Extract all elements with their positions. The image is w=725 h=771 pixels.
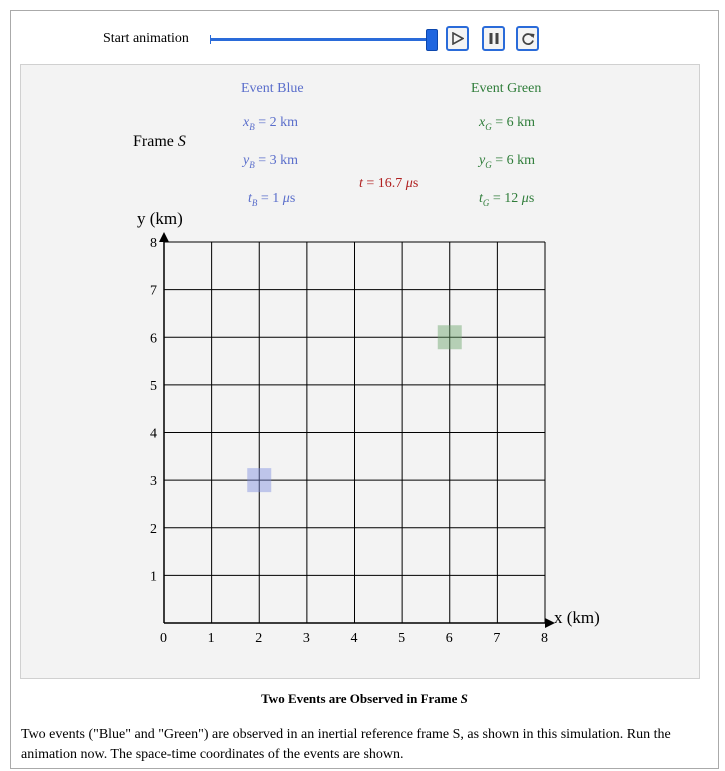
- frame-label: Frame S: [133, 133, 186, 150]
- y-tick-label-7: 7: [150, 283, 157, 299]
- x-tick-label-7: 7: [493, 631, 501, 646]
- event-blue-y: $y_B = 3$ km: [243, 153, 299, 170]
- x-axis-label: x (km): [554, 608, 600, 627]
- x-tick-label-3: 3: [302, 631, 310, 646]
- description: Two events ("Blue" and "Green") are observed in an inertial reference frame S, as shown in this simulation. Run the animation now. The space-time coordinates of the events are shown.: [21, 727, 671, 762]
- plot-axes: [159, 232, 555, 628]
- x-tick-label-1: 1: [207, 631, 215, 646]
- caption: Two Events are Observed in Frame S: [261, 691, 468, 706]
- x-tick-label-0: 0: [160, 631, 167, 646]
- event-green-x: $x_G = 6$ km: [479, 115, 536, 132]
- start-animation-label: Start animation: [103, 31, 189, 46]
- spacetime-plot: [11, 11, 720, 691]
- event-green-y: $y_G = 6$ km: [479, 153, 536, 170]
- y-tick-label-8: 8: [150, 236, 157, 251]
- event-green-title: Event Green: [471, 81, 542, 96]
- event-blue-t: $t_B = 1$ μs: [248, 191, 296, 208]
- y-tick-label-6: 6: [150, 331, 157, 347]
- x-tick-label-6: 6: [445, 631, 453, 646]
- event-blue-x: $x_B = 2$ km: [243, 115, 299, 132]
- y-tick-label-2: 2: [150, 521, 157, 537]
- plot-grid: [164, 242, 545, 623]
- event-marker-event-blue: [247, 468, 271, 492]
- y-axis-arrow: [159, 232, 169, 242]
- event-blue-title: Event Blue: [241, 81, 304, 96]
- x-tick-label-5: 5: [398, 631, 406, 646]
- y-tick-label-5: 5: [150, 378, 157, 394]
- y-axis-label: y (km): [137, 209, 183, 228]
- x-tick-label-4: 4: [350, 631, 358, 646]
- event-marker-event-green: [438, 325, 462, 349]
- y-tick-label-3: 3: [150, 474, 157, 490]
- plot-tick-labels: [150, 236, 548, 646]
- x-tick-label-8: 8: [541, 631, 548, 646]
- y-tick-label-1: 1: [150, 569, 157, 585]
- time-readout: t = 16.7 μs: [359, 176, 419, 191]
- simulation-container: [10, 10, 719, 769]
- event-green-t: $t_G = 12$ μs: [479, 191, 535, 208]
- y-tick-label-4: 4: [150, 426, 157, 442]
- x-tick-label-2: 2: [255, 631, 263, 646]
